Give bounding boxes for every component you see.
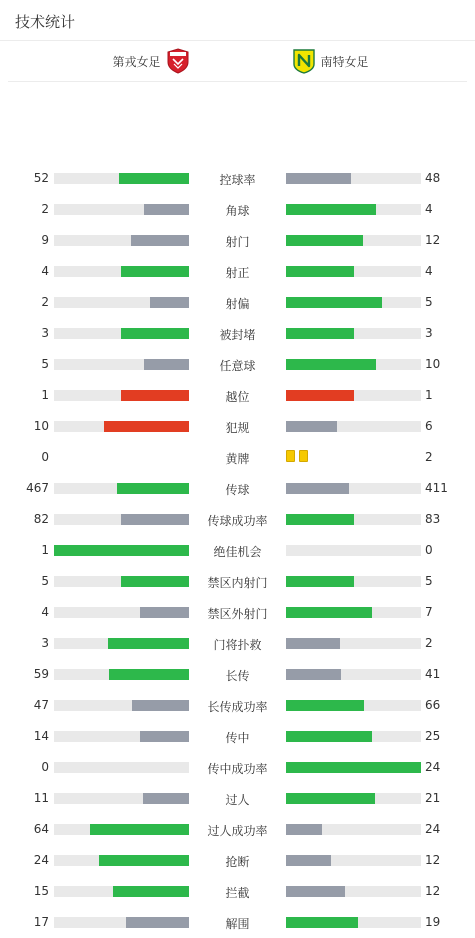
home-bar-track (54, 638, 189, 649)
stat-label: 射门 (225, 235, 250, 249)
home-value: 2 (41, 202, 49, 216)
away-bar-track (286, 638, 421, 649)
away-value: 1 (425, 388, 433, 402)
stat-row (0, 814, 475, 845)
home-value: 467 (26, 481, 49, 495)
away-bar-fill (286, 576, 354, 587)
away-bar-fill (286, 204, 376, 215)
home-bar-track (54, 514, 189, 525)
stat-row (0, 287, 475, 318)
away-bar-track (286, 545, 421, 556)
stat-row (0, 318, 475, 349)
home-value: 5 (41, 574, 49, 588)
stat-label: 抢断 (225, 855, 250, 869)
stat-label: 禁区内射门 (207, 576, 268, 590)
home-bar-track (54, 204, 189, 215)
away-bar-fill (286, 359, 376, 370)
home-value: 1 (41, 543, 49, 557)
home-bar-fill (121, 266, 189, 277)
home-value: 0 (41, 760, 49, 774)
home-bar-fill (121, 390, 189, 401)
away-value: 4 (425, 264, 433, 278)
home-value: 17 (33, 915, 49, 929)
away-value: 41 (425, 667, 441, 681)
home-bar-fill (121, 576, 189, 587)
page-title: 技术统计 (15, 13, 76, 31)
stat-row (0, 411, 475, 442)
away-bar-fill (286, 638, 340, 649)
stat-label: 越位 (225, 390, 250, 404)
stat-label: 任意球 (219, 359, 256, 373)
home-bar-fill (121, 514, 189, 525)
home-bar-fill (109, 669, 189, 680)
home-bar-track (54, 886, 189, 897)
stat-row (0, 876, 475, 907)
away-bar-fill (286, 390, 354, 401)
stat-label: 长传成功率 (207, 700, 268, 714)
stat-label: 长传 (225, 669, 250, 683)
stat-row (0, 380, 475, 411)
teams-bar (8, 41, 467, 82)
stat-label: 射正 (225, 266, 250, 280)
stat-row (0, 690, 475, 721)
stat-label: 过人成功率 (207, 824, 268, 838)
home-value: 9 (41, 233, 49, 247)
away-bar-fill (286, 731, 372, 742)
away-bar-track (286, 731, 421, 742)
home-bar-fill (126, 917, 189, 928)
home-bar-fill (140, 607, 189, 618)
stat-label: 绝佳机会 (213, 545, 262, 559)
home-bar-fill (132, 700, 189, 711)
away-bar-fill (286, 483, 349, 494)
stat-row (0, 907, 475, 938)
away-bar-track (286, 824, 421, 835)
away-bar-track (286, 762, 421, 773)
home-bar-track (54, 669, 189, 680)
away-value: 12 (425, 853, 441, 867)
away-bar-track (286, 390, 421, 401)
home-value: 82 (33, 512, 49, 526)
away-bar-fill (286, 514, 354, 525)
away-team[interactable] (292, 48, 369, 74)
home-team[interactable] (112, 48, 189, 74)
home-bar-fill (108, 638, 189, 649)
home-value: 14 (33, 729, 49, 743)
stat-label: 被封堵 (219, 328, 256, 342)
away-bar-fill (286, 824, 322, 835)
home-bar-track (54, 576, 189, 587)
stat-label: 禁区外射门 (207, 607, 268, 621)
home-bar-fill (90, 824, 189, 835)
stat-row (0, 442, 475, 473)
home-bar-fill (150, 297, 189, 308)
home-bar-fill (143, 793, 189, 804)
home-bar-track (54, 235, 189, 246)
home-bar-track (54, 545, 189, 556)
stat-row (0, 163, 475, 194)
home-bar-track (54, 173, 189, 184)
away-yellow-cards (286, 450, 308, 462)
away-bar-track (286, 669, 421, 680)
away-value: 7 (425, 605, 433, 619)
stat-row (0, 628, 475, 659)
away-value: 48 (425, 171, 441, 185)
home-bar-fill (104, 421, 189, 432)
stat-row (0, 194, 475, 225)
home-value: 4 (41, 605, 49, 619)
away-value: 5 (425, 574, 433, 588)
stat-label: 门将扑救 (213, 638, 262, 652)
stat-row (0, 783, 475, 814)
home-value: 4 (41, 264, 49, 278)
stat-row (0, 256, 475, 287)
away-bar-track (286, 266, 421, 277)
home-bar-track (54, 824, 189, 835)
away-bar-track (286, 297, 421, 308)
home-value: 5 (41, 357, 49, 371)
home-value: 47 (33, 698, 49, 712)
home-bar-fill (54, 545, 189, 556)
home-bar-fill (144, 359, 189, 370)
away-value: 3 (425, 326, 433, 340)
home-bar-track (54, 297, 189, 308)
home-value: 59 (33, 667, 49, 681)
away-value: 2 (425, 450, 433, 464)
away-value: 10 (425, 357, 441, 371)
home-bar-track (54, 607, 189, 618)
away-bar-track (286, 359, 421, 370)
stat-row (0, 845, 475, 876)
away-bar-track (286, 607, 421, 618)
home-team-logo-icon (166, 48, 190, 74)
home-value: 0 (41, 450, 49, 464)
home-bar-track (54, 731, 189, 742)
home-bar-fill (144, 204, 189, 215)
home-bar-track (54, 328, 189, 339)
home-value: 1 (41, 388, 49, 402)
away-value: 12 (425, 233, 441, 247)
stat-label: 射偏 (225, 297, 250, 311)
home-bar-fill (121, 328, 189, 339)
away-bar-fill (286, 235, 363, 246)
away-bar-fill (286, 266, 354, 277)
away-value: 21 (425, 791, 441, 805)
home-value: 11 (33, 791, 49, 805)
home-value: 3 (41, 636, 49, 650)
away-value: 411 (425, 481, 448, 495)
away-bar-track (286, 421, 421, 432)
away-bar-fill (286, 328, 354, 339)
stats-header (0, 0, 475, 41)
away-value: 24 (425, 822, 441, 836)
away-bar-track (286, 793, 421, 804)
stat-row (0, 597, 475, 628)
stat-row (0, 504, 475, 535)
stat-label: 犯规 (225, 421, 250, 435)
stat-label: 传中成功率 (207, 762, 268, 776)
away-value: 25 (425, 729, 441, 743)
away-bar-fill (286, 607, 372, 618)
stat-label: 控球率 (219, 173, 256, 187)
stat-label: 拦截 (225, 886, 250, 900)
home-value: 2 (41, 295, 49, 309)
away-value: 24 (425, 760, 441, 774)
away-bar-fill (286, 297, 382, 308)
away-bar-track (286, 483, 421, 494)
stat-row (0, 566, 475, 597)
away-bar-fill (286, 700, 364, 711)
stat-row (0, 721, 475, 752)
away-bar-track (286, 514, 421, 525)
away-bar-track (286, 173, 421, 184)
stat-label: 过人 (225, 793, 250, 807)
stat-label: 传球 (225, 483, 250, 497)
home-bar-track (54, 390, 189, 401)
away-bar-track (286, 886, 421, 897)
stat-label: 解围 (225, 917, 250, 931)
home-bar-fill (131, 235, 189, 246)
home-bar-fill (117, 483, 189, 494)
home-value: 15 (33, 884, 49, 898)
away-value: 5 (425, 295, 433, 309)
stat-row (0, 752, 475, 783)
home-bar-track (54, 793, 189, 804)
away-value: 66 (425, 698, 441, 712)
away-bar-fill (286, 669, 341, 680)
home-value: 10 (33, 419, 49, 433)
yellow-card-icon (286, 450, 295, 462)
home-bar-fill (140, 731, 189, 742)
home-bar-track (54, 483, 189, 494)
away-bar-fill (286, 173, 351, 184)
home-value: 24 (33, 853, 49, 867)
home-bar-track (54, 421, 189, 432)
home-value: 3 (41, 326, 49, 340)
stat-row (0, 349, 475, 380)
stat-label: 黄牌 (225, 452, 250, 466)
home-bar-fill (119, 173, 189, 184)
away-value: 0 (425, 543, 433, 557)
away-team-logo-icon (292, 48, 316, 74)
home-bar-track (54, 359, 189, 370)
stat-row (0, 535, 475, 566)
away-value: 83 (425, 512, 441, 526)
away-value: 2 (425, 636, 433, 650)
home-value: 64 (33, 822, 49, 836)
stat-label: 传中 (225, 731, 250, 745)
yellow-card-icon (299, 450, 308, 462)
away-bar-fill (286, 762, 421, 773)
away-value: 19 (425, 915, 441, 929)
away-bar-track (286, 917, 421, 928)
stat-label: 传球成功率 (207, 514, 268, 528)
stat-label: 角球 (225, 204, 250, 218)
stat-row (0, 659, 475, 690)
away-bar-fill (286, 886, 345, 897)
away-value: 4 (425, 202, 433, 216)
away-bar-fill (286, 421, 337, 432)
away-bar-track (286, 235, 421, 246)
away-bar-track (286, 328, 421, 339)
home-team-name: 第戎女足 (112, 54, 161, 69)
stat-row (0, 473, 475, 504)
away-bar-track (286, 204, 421, 215)
home-bar-track (54, 266, 189, 277)
home-bar-track (54, 700, 189, 711)
home-bar-track (54, 762, 189, 773)
away-bar-fill (286, 793, 375, 804)
home-bar-track (54, 917, 189, 928)
away-bar-track (286, 700, 421, 711)
away-value: 6 (425, 419, 433, 433)
home-value: 52 (33, 171, 49, 185)
away-value: 12 (425, 884, 441, 898)
away-team-name: 南特女足 (320, 54, 369, 69)
stat-row (0, 225, 475, 256)
away-bar-fill (286, 917, 358, 928)
home-bar-fill (113, 886, 189, 897)
away-bar-track (286, 576, 421, 587)
